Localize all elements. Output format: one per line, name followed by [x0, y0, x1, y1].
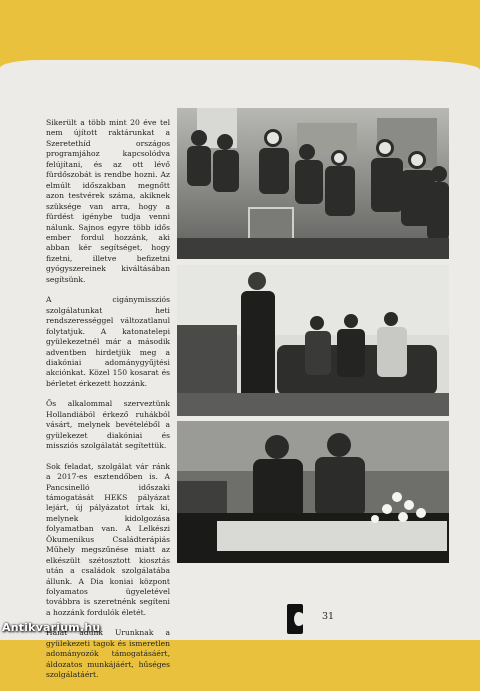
podium-women-photo [177, 421, 449, 563]
paragraph: Sok feladat, szolgálat vár ránk a 2017-es esztendőben is. A Pancsinelló időszaki támogatását HEKS pályázat lejárt, új pályázatot írtak ki, melynek kidolgozása folyamatban van. A Lelkészi Ökumenikus Családterápiás Műhely megszűnése miatt az elkészült szétosztott kiosztás után a családok szolgálatába állunk. A Dia koniai központ folyamatos ügyeletével továbbra is szeretnénk segíteni a hozzánk fordulók életét. [46, 461, 170, 617]
paragraph: Sikerült a több mint 20 éve tel nem újított raktárunkat a Szeretethíd országos programjához kapcsolódva felújítani, és az ott lévő fürdőszobát is rendbe hozni. Az elmúlt időszakban megnőtt azon testvérek száma, akiknek szüksége van arra, hogy a fürdést igénybe tudja venni nálunk. Sajnos egyre több idős ember fordul hozzánk, aki abban kér segítséget, hogy fizetni, illetve befizetni gyógyszereinek kiváltásában segítsünk. [46, 118, 170, 284]
book-page [0, 60, 480, 680]
page-number: 31 [322, 611, 335, 622]
speaker-and-sofa-photo [177, 265, 449, 416]
paragraph: Hálát adunk Urunknak a gyülekezeti tagok és ismeretlen adományozók támogatásáért, áldozatos munkájáért, hűséges szolgálatáért. [46, 628, 170, 680]
paragraph: Ős alkalommal szerveztünk Hollandiából érkező ruhákból vásárt, melynek bevételéből a gyülekezet diakóniai és missziós szolgálatát segítettük. [46, 399, 170, 451]
paragraph: A cigánymissziós szolgálatunkat heti rendszerességgel változatlanul folytatjuk. A katonatelepi gyülekezetnél már a második adventben hirdetjük meg a diakóniai adománygyűjtési akciónkat. Közel 150 kosarat és bérletet érkezett hozzánk. [46, 295, 170, 388]
publisher-logo [287, 604, 303, 634]
watermark: Antikvarium.hu [2, 621, 101, 634]
meeting-audience-photo [177, 108, 449, 259]
text-column [46, 118, 170, 691]
